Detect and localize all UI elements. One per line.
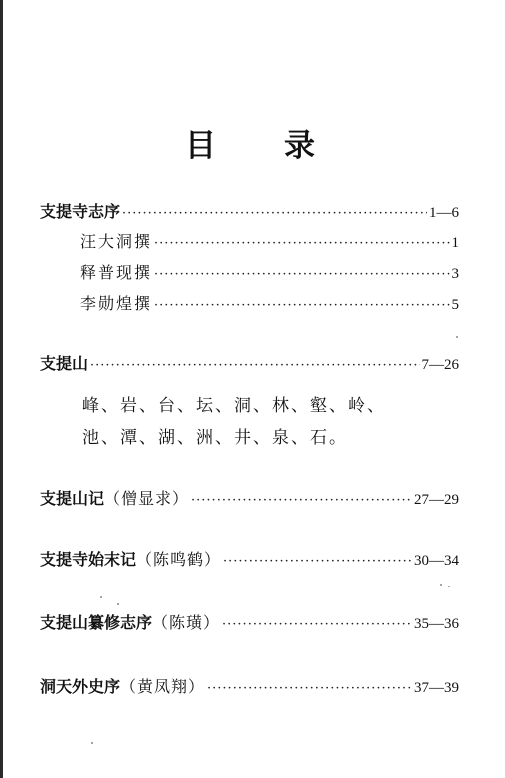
toc-entry-pages: 35—36	[414, 616, 459, 632]
leader-dots	[222, 613, 412, 637]
toc-entry-label: 支提山	[40, 354, 89, 373]
leader-dots	[154, 263, 449, 287]
toc-subentry-shi	[80, 261, 459, 287]
scan-speck	[100, 596, 102, 598]
leader-dots	[90, 354, 419, 378]
toc-entry-pages: 27—29	[414, 492, 459, 508]
scan-speck	[91, 742, 93, 744]
toc-entry-label: 支提山记（僧显求）	[40, 489, 190, 508]
toc-entry-author: （黄凤翔）	[120, 677, 206, 696]
toc-entry-pages: 1—6	[429, 205, 459, 221]
body-text-line-2: 池、潭、湖、洲、井、泉、石。	[82, 428, 348, 448]
scan-speck	[117, 603, 119, 605]
leader-dots	[223, 550, 412, 574]
toc-entry-pages: 3	[451, 266, 459, 282]
page-title	[0, 126, 505, 166]
scan-speck	[448, 586, 450, 587]
toc-entry-author: （陈鸣鹤）	[136, 550, 222, 569]
toc-entry-pages: 1	[451, 235, 459, 251]
toc-entry-shimo-ji	[40, 548, 459, 574]
scan-speck	[440, 584, 442, 586]
leader-dots	[154, 294, 449, 318]
toc-entry-label: 释普现撰	[80, 263, 153, 282]
toc-entry-pages: 37—39	[414, 680, 459, 696]
leader-dots	[191, 489, 412, 513]
toc-entry-zhitishan	[40, 352, 459, 378]
toc-subentry-li	[80, 292, 459, 318]
toc-entry-pages: 7—26	[421, 357, 459, 373]
toc-entry-label: 支提寺始末记（陈鸣鹤）	[40, 550, 222, 569]
toc-entry-label: 洞天外史序（黄凤翔）	[40, 677, 206, 696]
scan-speck	[456, 336, 458, 338]
toc-entry-zuanxiu-zhixu	[40, 611, 459, 637]
toc-entry-label: 支提寺志序	[40, 202, 121, 221]
toc-entry-author: （僧显求）	[104, 489, 190, 508]
leader-dots	[207, 677, 412, 701]
leader-dots	[154, 232, 449, 256]
toc-entry-label: 汪大洞撰	[80, 232, 153, 251]
toc-entry-zhitishan-ji	[40, 487, 459, 513]
toc-entry-pages: 5	[451, 297, 459, 313]
toc-subentry-wang	[80, 230, 459, 256]
leader-dots	[122, 202, 427, 226]
toc-entry-pages: 30—34	[414, 553, 459, 569]
page-edge	[0, 0, 3, 778]
toc-entry-label: 支提山纂修志序（陈璜）	[40, 613, 221, 632]
toc-entry-label: 李勋煌撰	[80, 294, 153, 313]
toc-entry-zhitisi-zhixu	[40, 200, 459, 226]
title-char-2: 录	[284, 128, 316, 164]
body-text-line-1: 峰、岩、台、坛、洞、林、壑、岭、	[82, 396, 386, 416]
toc-entry-author: （陈璜）	[152, 613, 221, 632]
title-char-1: 目	[185, 128, 217, 164]
toc-entry-dongtian-waishi	[40, 675, 459, 701]
